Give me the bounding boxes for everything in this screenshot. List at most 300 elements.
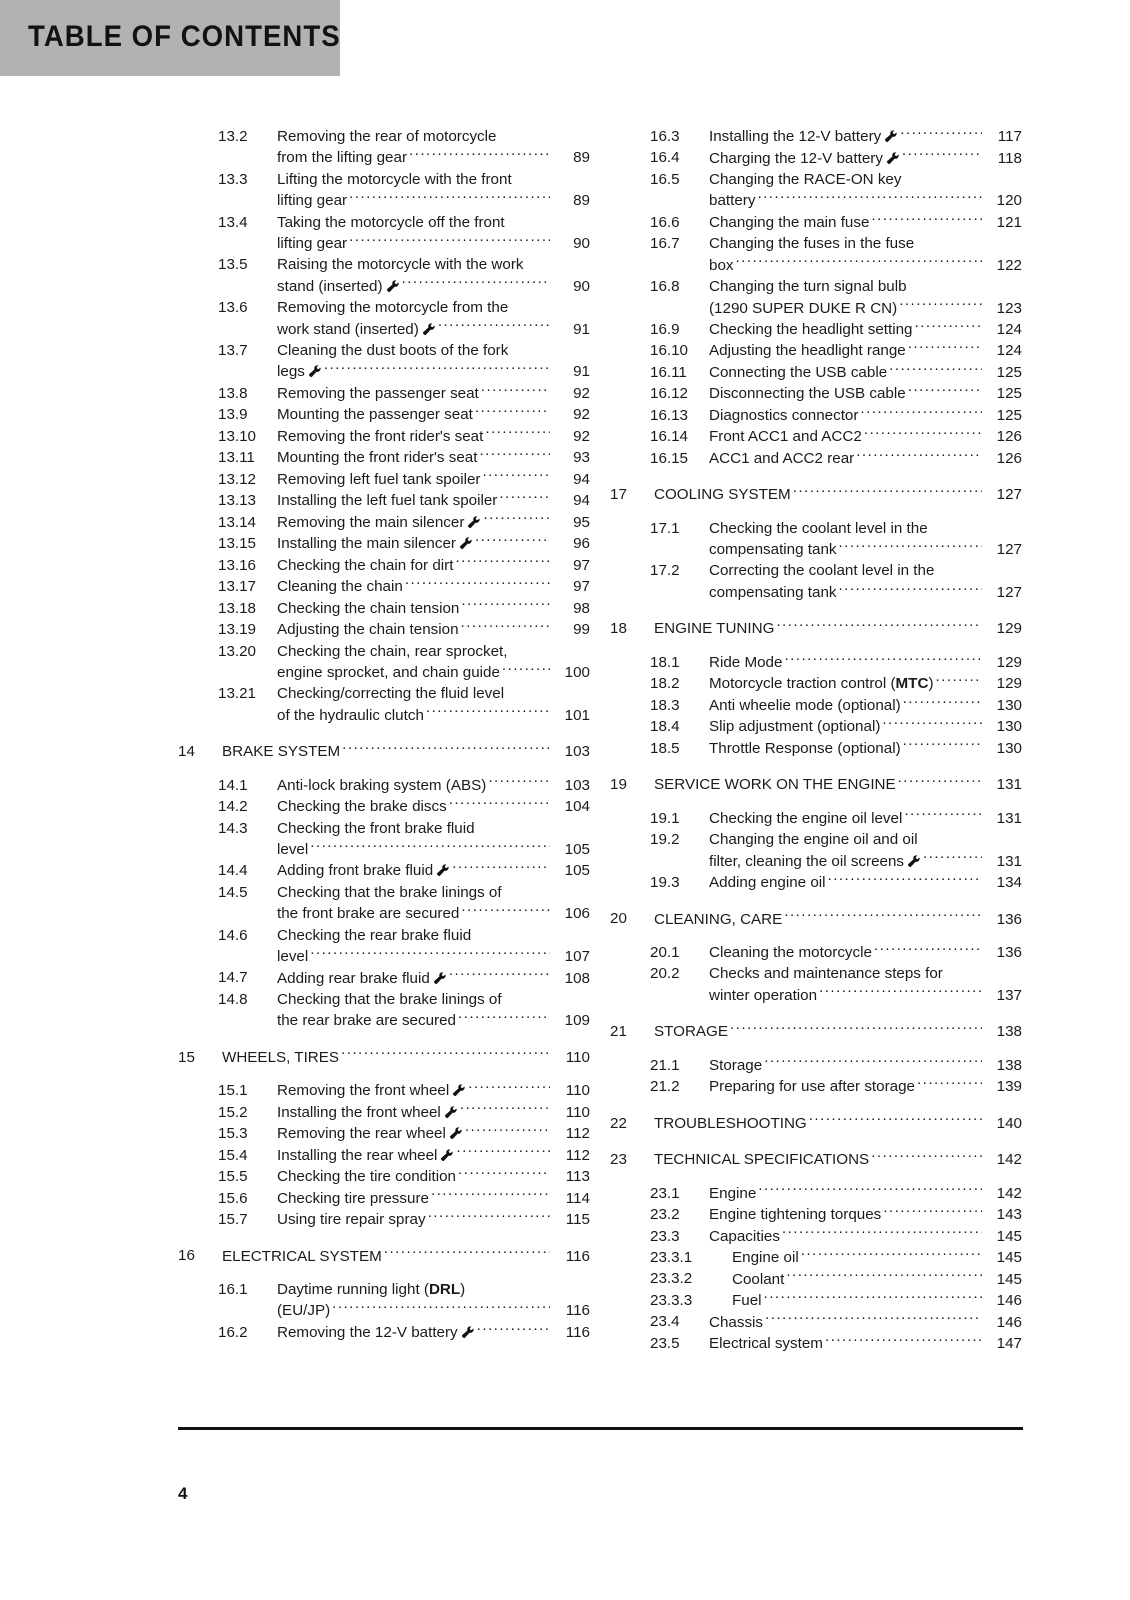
toc-entry[interactable] bbox=[178, 641, 590, 684]
toc-entry-page: 120 bbox=[996, 192, 1022, 210]
toc-entry-number: 14.8 bbox=[218, 990, 248, 1008]
toc-entry-leader-line bbox=[709, 405, 1022, 426]
leader-dots bbox=[828, 872, 982, 887]
toc-entry-title: TROUBLESHOOTING bbox=[654, 1114, 807, 1132]
toc-entry-page: 121 bbox=[996, 213, 1022, 231]
toc-entry-title: Removing the front rider's seat bbox=[277, 427, 484, 445]
toc-entry[interactable] bbox=[178, 882, 590, 925]
toc-entry[interactable] bbox=[610, 147, 1022, 168]
toc-entry[interactable] bbox=[178, 1166, 590, 1187]
toc-entry-body bbox=[709, 276, 1022, 319]
toc-entry-body bbox=[709, 673, 1022, 694]
toc-entry-leader-line bbox=[277, 1145, 590, 1166]
leader-dots bbox=[758, 1183, 982, 1198]
toc-entry-page: 125 bbox=[996, 363, 1022, 381]
toc-entry-number: 14.7 bbox=[218, 969, 248, 987]
toc-entry[interactable] bbox=[610, 484, 1022, 505]
toc-entry-body bbox=[654, 1149, 1022, 1170]
toc-entry-title: WHEELS, TIRES bbox=[222, 1048, 340, 1066]
toc-entry[interactable] bbox=[610, 126, 1022, 147]
toc-entry[interactable] bbox=[610, 362, 1022, 383]
toc-entry[interactable] bbox=[610, 1021, 1022, 1042]
leader-dots bbox=[757, 190, 982, 205]
toc-entry[interactable] bbox=[178, 490, 590, 511]
leader-dots bbox=[917, 1076, 982, 1091]
toc-entry[interactable] bbox=[610, 1290, 1022, 1311]
toc-entry[interactable] bbox=[610, 942, 1022, 963]
toc-entry[interactable] bbox=[610, 1076, 1022, 1097]
toc-entry-number: 23 bbox=[610, 1151, 627, 1169]
toc-entry[interactable] bbox=[178, 1322, 590, 1343]
leader-dots bbox=[902, 147, 982, 162]
toc-entry-title: Adjusting the headlight range bbox=[709, 342, 906, 360]
toc-entry-title: Adding front brake fluid bbox=[277, 862, 434, 880]
toc-entry-page: 138 bbox=[996, 1023, 1022, 1041]
toc-entry[interactable] bbox=[178, 860, 590, 881]
toc-entry-page: 103 bbox=[564, 776, 590, 794]
toc-entry-leader-line bbox=[277, 619, 590, 640]
toc-entry[interactable] bbox=[178, 741, 590, 762]
toc-entry-number: 15.2 bbox=[218, 1103, 248, 1121]
leader-dots bbox=[839, 582, 983, 597]
toc-entry-leader-line bbox=[277, 839, 590, 860]
toc-entry[interactable] bbox=[610, 738, 1022, 759]
toc-entry-title: Installing the main silencer bbox=[277, 535, 456, 553]
toc-entry-title: winter operation bbox=[709, 986, 818, 1004]
toc-entry-number: 14.5 bbox=[218, 883, 248, 901]
toc-entry-page: 129 bbox=[996, 675, 1022, 693]
toc-entry[interactable] bbox=[178, 512, 590, 533]
toc-entry-leader-line bbox=[709, 426, 1022, 447]
toc-entry[interactable] bbox=[610, 319, 1022, 340]
toc-entry-number: 19.3 bbox=[650, 873, 680, 891]
toc-entry-page: 124 bbox=[996, 342, 1022, 360]
leader-dots bbox=[923, 850, 982, 865]
toc-entry-title-line bbox=[277, 297, 590, 318]
toc-entry-body bbox=[709, 126, 1022, 147]
toc-entry-page: 145 bbox=[996, 1227, 1022, 1245]
toc-entry[interactable] bbox=[610, 1333, 1022, 1354]
toc-entry-leader-line bbox=[277, 576, 590, 597]
toc-entry-leader-line bbox=[654, 1113, 1022, 1134]
leader-dots bbox=[765, 1311, 982, 1326]
toc-entry-body bbox=[277, 989, 590, 1032]
toc-entry-leader-line bbox=[709, 673, 1022, 694]
toc-entry-leader-line bbox=[709, 582, 1022, 603]
toc-entry[interactable] bbox=[178, 576, 590, 597]
leader-dots bbox=[465, 1123, 550, 1138]
toc-entry-number: 14 bbox=[178, 743, 195, 761]
toc-entry[interactable] bbox=[178, 297, 590, 340]
toc-entry[interactable] bbox=[178, 1188, 590, 1209]
toc-entry-page: 137 bbox=[996, 986, 1022, 1004]
toc-entry-title: Installing the front wheel bbox=[277, 1103, 441, 1121]
toc-entry-number: 13.12 bbox=[218, 470, 257, 488]
toc-entry-title-line bbox=[277, 254, 590, 275]
toc-entry-title: Cleaning the motorcycle bbox=[709, 944, 872, 962]
toc-entry-body bbox=[277, 683, 590, 726]
toc-entry[interactable] bbox=[178, 1080, 590, 1101]
toc-entry-number: 15.6 bbox=[218, 1189, 248, 1207]
toc-entry[interactable] bbox=[178, 598, 590, 619]
toc-entry[interactable] bbox=[610, 212, 1022, 233]
toc-entry-leader-line bbox=[709, 126, 1022, 147]
toc-entry-title: Checking tire pressure bbox=[277, 1189, 429, 1207]
toc-entry[interactable] bbox=[178, 1209, 590, 1230]
toc-entry-title: Removing the rear wheel bbox=[277, 1125, 446, 1143]
toc-entry-body bbox=[709, 1055, 1022, 1076]
toc-entry-body bbox=[277, 1209, 590, 1230]
toc-entry-title: Removing left fuel tank spoiler bbox=[277, 470, 481, 488]
toc-entry-body bbox=[222, 1245, 590, 1266]
toc-entry-number: 23.1 bbox=[650, 1184, 680, 1202]
toc-entry-leader-line bbox=[709, 738, 1022, 759]
toc-entry-title-line bbox=[277, 126, 590, 147]
leader-dots bbox=[342, 741, 550, 756]
leader-dots bbox=[871, 212, 982, 227]
toc-entry-leader-line bbox=[709, 808, 1022, 829]
toc-entry-leader-line bbox=[277, 946, 590, 967]
wrench-icon bbox=[907, 855, 921, 868]
toc-entry-number: 19.2 bbox=[650, 831, 680, 849]
toc-entry-number: 14.6 bbox=[218, 926, 248, 944]
toc-entry-page: 136 bbox=[996, 944, 1022, 962]
wrench-icon bbox=[884, 130, 898, 143]
toc-entry-body bbox=[277, 576, 590, 597]
toc-entry-title: Fuel bbox=[732, 1292, 762, 1310]
wrench-icon bbox=[433, 972, 447, 985]
toc-entry-title: Checking the coolant level in the bbox=[709, 519, 928, 537]
toc-entry[interactable] bbox=[178, 989, 590, 1032]
toc-entry[interactable] bbox=[178, 426, 590, 447]
toc-entry-page: 131 bbox=[996, 776, 1022, 794]
toc-entry-body bbox=[732, 1247, 1022, 1268]
toc-entry[interactable] bbox=[178, 533, 590, 554]
leader-dots bbox=[793, 484, 982, 499]
toc-entry-page: 104 bbox=[564, 798, 590, 816]
toc-entry[interactable] bbox=[178, 1145, 590, 1166]
toc-entry[interactable] bbox=[178, 619, 590, 640]
toc-entry[interactable] bbox=[610, 1311, 1022, 1332]
toc-entry-body bbox=[709, 1311, 1022, 1332]
toc-entry-body bbox=[732, 1268, 1022, 1289]
toc-entry-leader-line bbox=[709, 340, 1022, 361]
toc-entry-body bbox=[709, 233, 1022, 276]
leader-dots bbox=[809, 1113, 982, 1128]
toc-entry-title-line bbox=[709, 233, 1022, 254]
toc-entry[interactable] bbox=[610, 908, 1022, 929]
toc-entry[interactable] bbox=[610, 276, 1022, 319]
toc-entry[interactable] bbox=[610, 716, 1022, 737]
leader-dots bbox=[431, 1188, 550, 1203]
leader-dots bbox=[871, 1149, 982, 1164]
toc-entry-number: 15.3 bbox=[218, 1125, 248, 1143]
toc-entry-number: 22 bbox=[610, 1114, 627, 1132]
toc-entry-page: 101 bbox=[564, 706, 590, 724]
toc-entry-leader-line bbox=[709, 1076, 1022, 1097]
toc-entry[interactable] bbox=[610, 1226, 1022, 1247]
toc-entry-number: 13.13 bbox=[218, 492, 257, 510]
toc-entry-leader-line bbox=[709, 942, 1022, 963]
toc-entry-leader-line bbox=[709, 190, 1022, 211]
toc-entry-title: level bbox=[277, 841, 309, 858]
toc-entry-number: 16.10 bbox=[650, 342, 689, 360]
toc-entry[interactable] bbox=[178, 1102, 590, 1123]
toc-entry[interactable] bbox=[178, 1047, 590, 1068]
toc-entry-body bbox=[277, 818, 590, 861]
toc-entry-page: 138 bbox=[996, 1056, 1022, 1074]
toc-entry-title: Removing the motorcycle from the bbox=[277, 299, 509, 317]
leader-dots bbox=[428, 1209, 550, 1224]
toc-entry-leader-line bbox=[277, 512, 590, 533]
toc-entry[interactable] bbox=[610, 1113, 1022, 1134]
toc-entry-page: 140 bbox=[996, 1114, 1022, 1132]
toc-entry-body bbox=[277, 598, 590, 619]
toc-entry-title: Checking the tire condition bbox=[277, 1168, 456, 1186]
toc-entry[interactable] bbox=[610, 1149, 1022, 1170]
toc-entry-title: the front brake are secured bbox=[277, 905, 460, 923]
leader-dots bbox=[764, 1290, 982, 1305]
toc-entry[interactable] bbox=[178, 925, 590, 968]
toc-entry-title: Checking the engine oil level bbox=[709, 809, 903, 827]
leader-dots bbox=[479, 447, 550, 462]
toc-entry-body bbox=[709, 340, 1022, 361]
toc-entry[interactable] bbox=[178, 683, 590, 726]
toc-entry-title: of the hydraulic clutch bbox=[277, 706, 424, 724]
leader-dots bbox=[883, 1204, 982, 1219]
leader-dots bbox=[349, 190, 550, 205]
toc-entry-body bbox=[277, 1279, 590, 1322]
toc-entry[interactable] bbox=[178, 340, 590, 383]
toc-entry-body bbox=[709, 872, 1022, 893]
leader-dots bbox=[426, 705, 550, 720]
leader-dots bbox=[384, 1245, 550, 1260]
toc-entry-leader-line bbox=[222, 1047, 590, 1068]
toc-entry-leader-line bbox=[732, 1268, 1022, 1289]
toc-entry-leader-line bbox=[709, 652, 1022, 673]
toc-entry[interactable] bbox=[178, 404, 590, 425]
toc-entry-number: 15.7 bbox=[218, 1211, 248, 1228]
toc-entry[interactable] bbox=[610, 963, 1022, 1006]
toc-entry[interactable] bbox=[178, 1279, 590, 1322]
toc-entry[interactable] bbox=[178, 1245, 590, 1266]
toc-entry-number: 18.1 bbox=[650, 653, 680, 671]
toc-entry-title: Checking that the brake linings of bbox=[277, 990, 502, 1008]
toc-entry-number: 16.6 bbox=[650, 213, 680, 231]
toc-entry[interactable] bbox=[610, 1183, 1022, 1204]
toc-entry-page: 146 bbox=[996, 1292, 1022, 1310]
toc-entry[interactable] bbox=[178, 126, 590, 169]
toc-entry[interactable] bbox=[610, 426, 1022, 447]
toc-entry-number: 18 bbox=[610, 620, 627, 638]
toc-entry-number: 14.1 bbox=[218, 776, 248, 794]
toc-entry-page: 105 bbox=[564, 862, 590, 880]
toc-entry[interactable] bbox=[610, 618, 1022, 639]
toc-entry-title: Adding engine oil bbox=[709, 874, 826, 892]
leader-dots bbox=[477, 1322, 550, 1337]
toc-entry-number: 17 bbox=[610, 486, 627, 504]
toc-entry-title: Checking the chain for dirt bbox=[277, 556, 454, 574]
toc-entry-leader-line bbox=[277, 190, 590, 211]
toc-entry[interactable] bbox=[178, 1123, 590, 1144]
toc-entry-leader-line bbox=[709, 1226, 1022, 1247]
toc-entry[interactable] bbox=[610, 405, 1022, 426]
toc-entry[interactable] bbox=[610, 872, 1022, 893]
toc-entry-leader-line bbox=[277, 404, 590, 425]
toc-entry[interactable] bbox=[610, 560, 1022, 603]
toc-entry[interactable] bbox=[610, 383, 1022, 404]
toc-entry-title-line bbox=[277, 989, 590, 1010]
toc-entry-body bbox=[277, 404, 590, 425]
leader-dots bbox=[456, 1145, 550, 1160]
toc-entry[interactable] bbox=[178, 169, 590, 212]
toc-entry[interactable] bbox=[610, 673, 1022, 694]
toc-entry-page: 110 bbox=[565, 1082, 590, 1100]
toc-entry[interactable] bbox=[610, 808, 1022, 829]
toc-entry-page: 145 bbox=[996, 1270, 1022, 1288]
toc-entry-title: CLEANING, CARE bbox=[654, 910, 783, 928]
toc-entry[interactable] bbox=[610, 233, 1022, 276]
toc-entry-body bbox=[277, 860, 590, 881]
toc-entry[interactable] bbox=[610, 652, 1022, 673]
toc-entry-title: engine sprocket, and chain guide bbox=[277, 663, 500, 681]
toc-entry[interactable] bbox=[610, 1247, 1022, 1268]
toc-entry[interactable] bbox=[178, 447, 590, 468]
toc-entry-leader-line bbox=[277, 318, 590, 339]
toc-entry[interactable] bbox=[178, 254, 590, 297]
toc-entry-title-line bbox=[277, 882, 590, 903]
leader-dots bbox=[936, 673, 983, 688]
toc-entry-number: 16.3 bbox=[650, 128, 680, 145]
toc-entry-page: 122 bbox=[996, 256, 1022, 274]
toc-entry-leader-line bbox=[277, 1102, 590, 1123]
toc-entry-page: 109 bbox=[564, 1012, 590, 1030]
wrench-icon bbox=[308, 365, 322, 378]
toc-entry-body bbox=[277, 126, 590, 169]
toc-entry-page: 126 bbox=[996, 428, 1022, 446]
toc-entry-title: lifting gear bbox=[277, 235, 348, 253]
toc-entry-page: 96 bbox=[573, 535, 590, 553]
wrench-icon bbox=[459, 537, 473, 550]
toc-entry-body bbox=[277, 1166, 590, 1187]
toc-entry-title: Adding rear brake fluid bbox=[277, 969, 430, 987]
toc-entry-title: Charging the 12-V battery bbox=[709, 149, 883, 167]
leader-dots bbox=[438, 318, 550, 333]
toc-entry-number: 18.4 bbox=[650, 718, 680, 736]
toc-entry-number: 16.7 bbox=[650, 235, 680, 253]
toc-entry-body bbox=[709, 169, 1022, 212]
toc-entry-number: 13.17 bbox=[218, 578, 257, 596]
toc-entry-body bbox=[709, 147, 1022, 168]
toc-entry-body bbox=[709, 319, 1022, 340]
toc-entry-title-line bbox=[709, 560, 1022, 581]
toc-entry-leader-line bbox=[709, 716, 1022, 737]
leader-dots bbox=[449, 796, 550, 811]
toc-entry[interactable] bbox=[610, 774, 1022, 795]
toc-entry-leader-line bbox=[709, 383, 1022, 404]
toc-entry[interactable] bbox=[178, 775, 590, 796]
toc-entry-number: 23.2 bbox=[650, 1206, 680, 1224]
toc-entry-title: Removing the passenger seat bbox=[277, 384, 479, 402]
toc-entry-leader-line bbox=[277, 1080, 590, 1101]
toc-entry-number: 13.2 bbox=[218, 128, 248, 145]
toc-entry-page: 125 bbox=[996, 406, 1022, 424]
leader-dots bbox=[475, 533, 550, 548]
wrench-icon bbox=[461, 1326, 475, 1339]
leader-dots bbox=[764, 1055, 982, 1070]
toc-entry-leader-line bbox=[709, 872, 1022, 893]
toc-entry-number: 20.2 bbox=[650, 965, 680, 983]
toc-entry-title: ENGINE TUNING bbox=[654, 620, 775, 638]
toc-entry-body bbox=[277, 254, 590, 297]
toc-entry-title: Mounting the passenger seat bbox=[277, 406, 473, 424]
toc-entry[interactable] bbox=[178, 796, 590, 817]
toc-entry[interactable] bbox=[610, 695, 1022, 716]
toc-entry-leader-line bbox=[709, 1333, 1022, 1354]
toc-entry-title: Correcting the coolant level in the bbox=[709, 562, 935, 580]
toc-entry-title-line bbox=[709, 963, 1022, 984]
toc-entry[interactable] bbox=[178, 212, 590, 255]
toc-entry-title: (1290 SUPER DUKE R CN) bbox=[709, 299, 898, 317]
toc-entry-number: 15.5 bbox=[218, 1168, 248, 1186]
leader-dots bbox=[839, 539, 983, 554]
toc-entry-body bbox=[709, 212, 1022, 233]
toc-entry-title: Chassis bbox=[709, 1313, 764, 1331]
toc-entry-title: Checking the chain, rear sprocket, bbox=[277, 642, 508, 660]
toc-entry-title: Checking the chain tension bbox=[277, 599, 460, 617]
toc-entry-title: Raising the motorcycle with the work bbox=[277, 256, 524, 274]
toc-entry-title: Removing the 12-V battery bbox=[277, 1323, 458, 1341]
leader-dots bbox=[349, 233, 550, 248]
toc-entry[interactable] bbox=[610, 518, 1022, 561]
leader-dots bbox=[458, 1010, 550, 1025]
toc-entry-page: 90 bbox=[573, 235, 590, 253]
leader-dots bbox=[874, 942, 982, 957]
toc-entry-number: 14.2 bbox=[218, 798, 248, 816]
toc-entry[interactable] bbox=[610, 829, 1022, 872]
toc-entry[interactable] bbox=[610, 169, 1022, 212]
leader-dots bbox=[898, 774, 982, 789]
toc-entry[interactable] bbox=[610, 1055, 1022, 1076]
toc-entry-leader-line bbox=[277, 1209, 590, 1230]
toc-entry[interactable] bbox=[178, 967, 590, 988]
toc-entry-leader-line bbox=[277, 1010, 590, 1031]
toc-entry[interactable] bbox=[178, 555, 590, 576]
toc-entry[interactable] bbox=[610, 1268, 1022, 1289]
toc-entry-title: SERVICE WORK ON THE ENGINE bbox=[654, 776, 896, 794]
toc-entry-number: 15.1 bbox=[218, 1082, 248, 1100]
toc-entry-number: 16.2 bbox=[218, 1323, 248, 1341]
toc-entry[interactable] bbox=[610, 1204, 1022, 1225]
leader-dots bbox=[461, 598, 550, 613]
toc-entry-body bbox=[277, 619, 590, 640]
toc-entry-title: Lifting the motorcycle with the front bbox=[277, 170, 512, 188]
toc-entry[interactable] bbox=[610, 448, 1022, 469]
toc-entry[interactable] bbox=[178, 383, 590, 404]
toc-entry-body bbox=[709, 426, 1022, 447]
toc-entry-body bbox=[654, 774, 1022, 795]
toc-entry-number: 16.8 bbox=[650, 278, 680, 296]
toc-entry[interactable] bbox=[178, 469, 590, 490]
toc-entry[interactable] bbox=[178, 818, 590, 861]
toc-entry-number: 19.1 bbox=[650, 809, 680, 827]
leader-dots bbox=[904, 808, 982, 823]
toc-entry[interactable] bbox=[610, 340, 1022, 361]
toc-entry-number: 13.11 bbox=[218, 449, 255, 467]
toc-entry-number: 16.5 bbox=[650, 170, 680, 188]
toc-entry-leader-line bbox=[654, 774, 1022, 795]
toc-entry-body bbox=[277, 1322, 590, 1343]
